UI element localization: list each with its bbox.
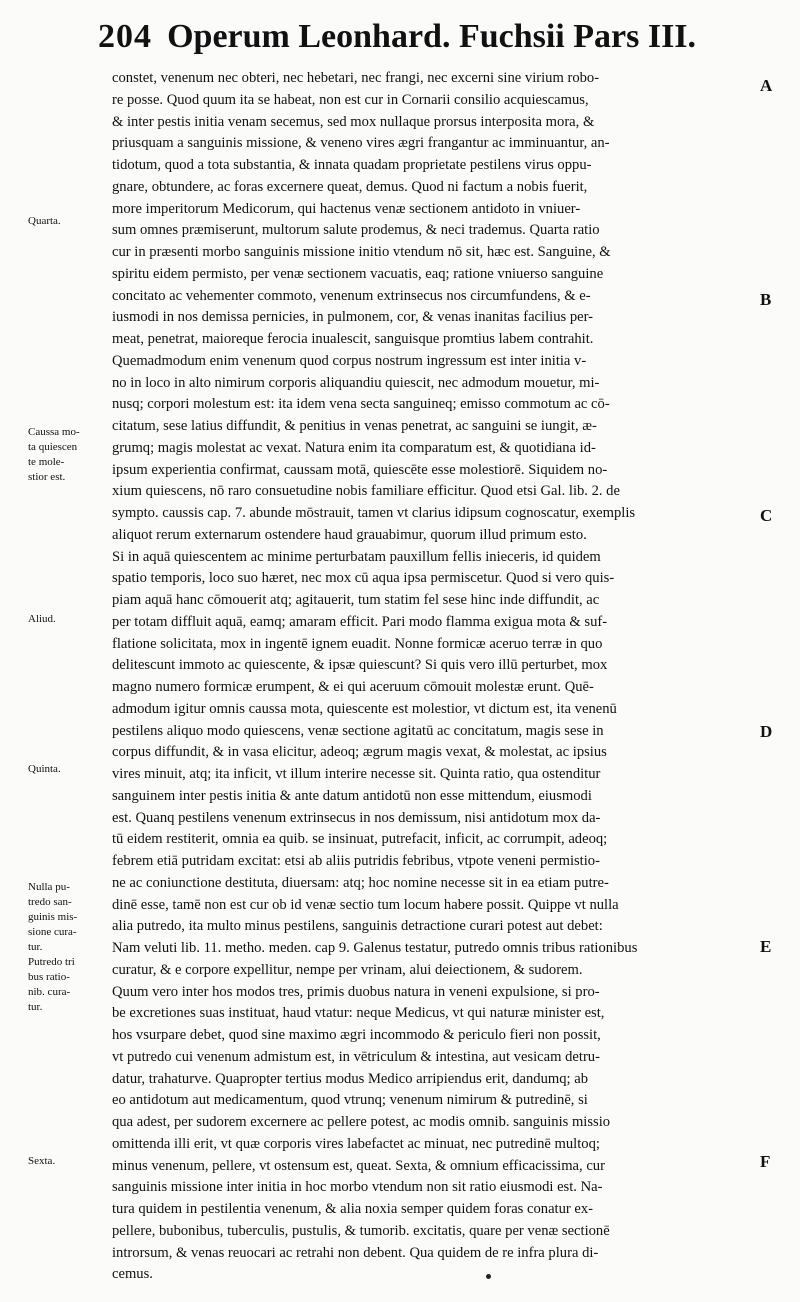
text-line: more imperitorum Medicorum, qui hactenus venæ sectionem antidoto in vniuer- <box>112 200 581 217</box>
text-line: nusq; corpori molestum est: ita idem vena secta sanguineq; emisso commotum ac cō- <box>112 396 610 413</box>
text-line: qua adest, per sudorem excernere ac pellere potest, ac modis omnib. sanguinis missio <box>112 1114 611 1130</box>
text-line: sanguinis missione inter initia in hoc morbo vtendum non sit ratio eiusmodi est. Na- <box>112 1179 603 1196</box>
margin-note-sexta: Sexta. <box>28 1155 56 1167</box>
text-line: omittenda illi erit, vt quæ corporis vires labefactet ac minuat, nec putredinē multoq; <box>112 1135 600 1152</box>
text-line: vires minuit, atq; ita inficit, vt illum interire necesse sit. Quinta ratio, qua ostenditur <box>112 766 601 782</box>
margin-note-aliud: Aliud. <box>28 613 56 625</box>
text-line: introrsum, & venas reuocari ac retrahi non debent. Qua quidem de re infra plura di- <box>112 1244 599 1261</box>
running-title: Operum Leonhard. Fuchsii Pars III. <box>167 18 697 55</box>
section-letter-f: F <box>760 1152 771 1171</box>
text-line: piam aquā hanc cōmouerit atq; agitauerit, tum statim fel sese hinc inde diffundit, ac <box>112 592 600 608</box>
section-letter-a: A <box>760 76 773 95</box>
text-line: flatione solicitata, mox in ingentē ignem euadit. Nonne formicæ aceruo terræ in quo <box>112 635 603 652</box>
margin-note-quarta: Quarta. <box>28 215 61 227</box>
text-line: est. Quanq pestilens venenum extrinsecus in nos demissum, nisi antidotum mox da- <box>112 809 601 826</box>
text-line: tū eidem restiterit, omnia ea quib. se insinuat, putrefacit, inficit, ac corrumpit, adeoq; <box>112 831 608 848</box>
text-line: alia putredo, ita multo minus pestilens, sanguinis detractione curari potest aut debet: <box>112 918 603 935</box>
text-line: curatur, & e corpore expellitur, nempe per vrinam, alui deiectionem, & sudorem. <box>112 961 583 978</box>
text-line: pellere, bubonibus, tuberculis, pustulis, & tumorib. excitatis, quare per venæ sectionē <box>112 1222 610 1239</box>
text-line: tura quidem in pestilentia venenum, & alia noxia semper quidem foras conatur ex- <box>112 1201 594 1217</box>
text-line: Nam veluti lib. 11. metho. meden. cap 9. Galenus testatur, putredo omnis tribus rationibus <box>112 940 638 956</box>
ink-spot <box>486 1274 491 1279</box>
text-line: tidotum, quod a tota substantia, & innata quadam proprietate pestilens virus oppu- <box>112 157 592 173</box>
margin-note-putredo: Nulla pu- tredo san- guinis mis- sione cura- tur. Putredo tri bus ratio- nib. cura- tur. <box>28 881 78 1013</box>
text-line: dinē esse, tamē non est cur ob id venæ sectio tum locum habere possit. Quippe vt nulla <box>112 896 619 913</box>
text-line: magno numero formicæ erumpent, & ei qui aceruum cōmouit molestæ erunt. Quē- <box>112 679 594 695</box>
text-line: vt putredo cui venenum admistum est, in vētriculum & intestina, aut vesicam detru- <box>112 1048 600 1065</box>
main-text <box>112 68 771 1286</box>
text-line: ne ac coniunctione destituta, diuersam: atq; hoc nomine necesse sit in ea etiam putre- <box>112 874 609 891</box>
section-letter-c: C <box>760 506 773 525</box>
text-line: priusquam a sanguinis missione, & veneno vires ægri frangantur ac imminuantur, an- <box>112 135 610 152</box>
text-line: meat, penetrat, maioreque ferocia inualescit, sanguisque promtius labem contrahit. <box>112 331 594 347</box>
text-line: & inter pestis initia venam secemus, sed mox nullaque prorsus interposita mora, & <box>112 113 595 130</box>
text-line: re posse. Quod quum ita se habeat, non est cur in Cornarii consilio acquiescamus, <box>112 91 589 108</box>
text-line: ipsum experientia confirmat, caussam motā, quiescēte esse molestiorē. Siquidem no- <box>112 461 608 478</box>
text-line: Si in aquā quiescentem ac minime perturbatam pauxillum fellis inieceris, id quidem <box>112 548 601 565</box>
text-line: xium quiescens, nō raro consuetudine nobis familiare efficitur. Quod etsi Gal. lib. 2. de <box>112 483 620 500</box>
text-line: hos vsurpare debet, quod sine maximo ægri incommodo & periculo fieri non possit, <box>112 1027 601 1043</box>
text-line: per totam diffluit aquā, eamq; amaram efficit. Pari modo flamma exigua mota & suf- <box>112 613 608 630</box>
text-line: febrem etiā putridam excitat: etsi ab aliis putridis febribus, vtpote veneni permistio- <box>112 853 600 869</box>
text-line: spiritu eidem permisto, per venæ sectionem vacuatis, eaq; ratione vniuerso sanguine <box>112 265 604 282</box>
text-line: concitato ac vehementer commoto, venenum extrinsecus nos circumfundens, & e- <box>112 287 591 304</box>
section-letter-d: D <box>760 722 773 741</box>
margin-note-caussa-mota: Caussa mo- ta quiescen te mole- stior est. <box>28 426 80 483</box>
text-line: sum omnes præmiserunt, multorum salute prodemus, & neci trademus. Quarta ratio <box>112 222 600 239</box>
text-line: constet, venenum nec obteri, nec hebetari, nec frangi, nec excerni sine virium robo- <box>112 70 600 86</box>
text-line: sanguinem inter pestis initia & ante datum antidotū non esse mittendum, eiusmodi <box>112 787 592 804</box>
text-line: Quum vero inter hos modos tres, primis duobus natura in veneni expulsione, si pro- <box>112 983 600 1000</box>
text-line: Quemadmodum enim venenum quod corpus nostrum ingressum est inter initia v- <box>112 352 587 369</box>
text-line: corpus diffundit, & in vasa elicitur, adeoq; ægrum magis vexat, & molestat, ac ipsius <box>112 744 607 761</box>
running-header <box>98 18 738 68</box>
text-line: spatio temporis, loco suo hæret, nec mox cū aqua ipsa permiscetur. Quod si vero quis- <box>112 570 615 587</box>
text-line: minus venenum, pellere, vt ostensum est, queat. Sexta, & omnium efficacissima, cur <box>112 1157 605 1174</box>
text-line: datur, trahaturve. Quapropter tertius modus Medico arripiendus erit, dandumq; ab <box>112 1070 589 1087</box>
text-line: sympto. caussis cap. 7. abunde mōstrauit, tamen vt clarius idipsum cognoscatur, exemplis <box>112 505 636 521</box>
margin-note-quinta: Quinta. <box>28 763 61 775</box>
page-number: 204 <box>98 18 152 55</box>
text-line: cur in præsenti morbo sanguinis missione initio vtendum nō sit, hæc est. Sanguine, & <box>112 244 611 260</box>
text-line: eo antidotum aut medicamentum, quod vtrunq; venenum nimirum & putredinē, si <box>112 1092 588 1109</box>
section-letter-b: B <box>760 290 772 309</box>
text-line: no in loco in alto nimirum corporis aliquandiu quiescit, nec admodum mouetur, mi- <box>112 374 600 391</box>
text-line: admodum igitur omnis caussa mota, quiescente est molestior, vt dictum est, ita venenū <box>112 700 617 717</box>
text-line: be excretiones suas instituat, haud vtatur: neque Medicus, vt qui naturæ minister est, <box>112 1005 605 1022</box>
section-letter-e: E <box>760 937 772 956</box>
text-line: delitescunt immoto ac quiescente, & ipsæ quiescunt? Si quis vero illū perturbet, mox <box>112 657 608 674</box>
text-line: grumq; magis molestat ac vexat. Natura enim ita comparatum est, & quotidiana id- <box>112 439 596 456</box>
text-line: aliquot rerum externarum ostendere haud grauabimur, quorum illud primum esto. <box>112 526 587 543</box>
text-line: cemus. <box>112 1266 153 1283</box>
text-line: citatum, sese latius diffundit, & penitius in venas penetrat, ac sanguini se iungit, æ- <box>112 418 597 434</box>
text-line: pestilens aliquo modo quiescens, venæ sectione agitatū ac concitatum, magis sese in <box>112 722 604 739</box>
text-line: gnare, obtundere, ac foras excernere queat, demus. Quod ni factum a nobis fuerit, <box>112 178 588 195</box>
text-line: iusmodi in nos demissa pernicies, in pulmonem, cor, & venas inanitas facilius per- <box>112 309 594 326</box>
